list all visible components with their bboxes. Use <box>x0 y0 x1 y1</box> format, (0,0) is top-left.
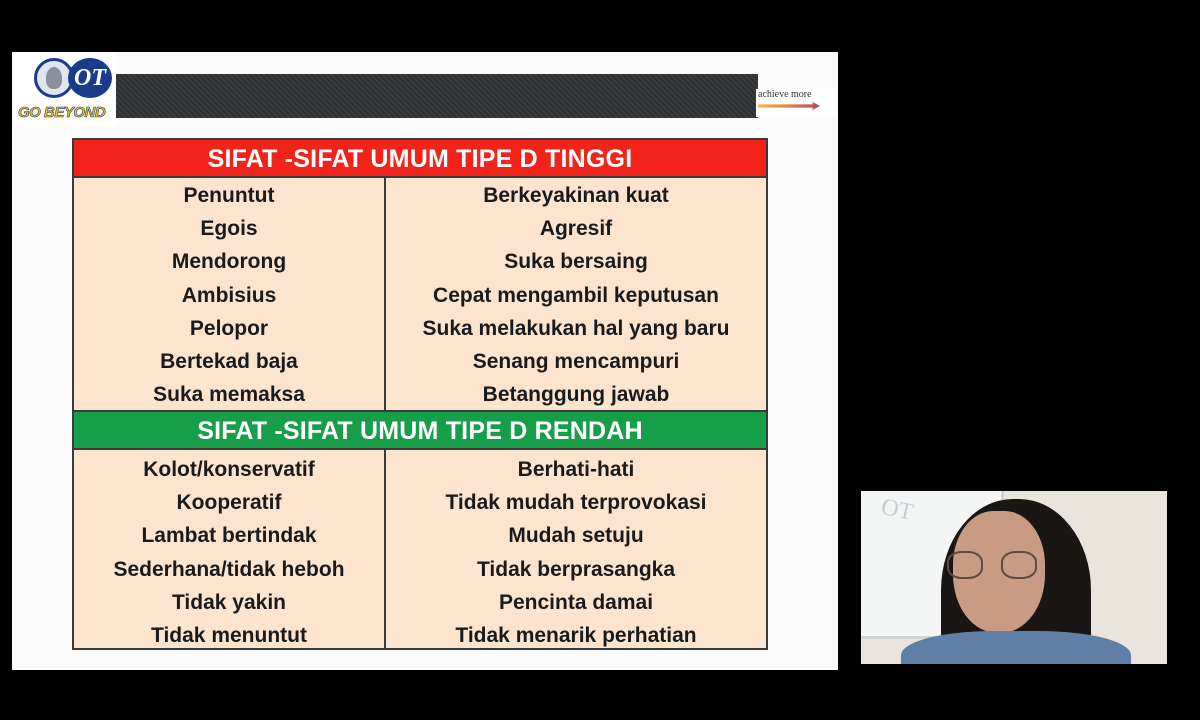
trait-left-high: Penuntut <box>183 184 275 207</box>
trait-left-low: Tidak yakin <box>171 590 286 614</box>
trait-left-low: Tidak menuntut <box>151 624 307 647</box>
trait-left-high: Bertekad baja <box>160 350 298 373</box>
trait-right-low: Tidak berprasangka <box>476 557 676 581</box>
trait-right-high: Suka bersaing <box>504 250 648 274</box>
trait-left-high: Ambisius <box>181 283 277 307</box>
glasses-icon <box>947 551 983 579</box>
trait-left-low: Kolot/konservatif <box>143 458 315 481</box>
low-d-header: SIFAT -SIFAT UMUM TIPE D RENDAH <box>74 410 766 450</box>
logo-text: GO BEYOND <box>18 104 106 121</box>
high-d-header: SIFAT -SIFAT UMUM TIPE D TINGGI <box>74 140 766 178</box>
glasses-icon <box>1001 551 1037 579</box>
slide-header-banner <box>116 74 758 118</box>
webcam-feed <box>861 491 1167 664</box>
trait-right-high: Agresif <box>539 217 613 241</box>
company-logo <box>14 52 116 126</box>
trait-right-high: Suka melakukan hal yang baru <box>422 316 730 340</box>
traits-table <box>72 138 768 650</box>
trait-right-low: Pencinta damai <box>498 590 654 614</box>
trait-right-low: Berhati-hati <box>517 458 635 481</box>
trait-left-low: Lambat bertindak <box>141 524 317 548</box>
presenter-shirt <box>901 631 1131 664</box>
trait-left-high: Suka memaksa <box>153 383 305 407</box>
trait-left-low: Kooperatif <box>176 491 282 515</box>
arrow-icon <box>758 102 820 110</box>
trait-right-low: Tidak menarik perhatian <box>455 624 697 647</box>
trait-right-high: Berkeyakinan kuat <box>483 184 669 207</box>
trait-left-high: Mendorong <box>171 250 287 274</box>
presentation-slide <box>12 52 838 670</box>
trait-right-low: Tidak mudah terprovokasi <box>445 491 707 515</box>
tagline-text: achieve more <box>758 89 812 100</box>
trait-right-high: Senang mencampuri <box>472 350 680 373</box>
whiteboard-text: OT <box>878 493 916 527</box>
trait-right-low: Mudah setuju <box>508 524 644 548</box>
tagline-box <box>756 89 836 117</box>
trait-right-high: Betanggung jawab <box>482 383 670 407</box>
trait-left-high: Egois <box>200 217 258 241</box>
trait-left-high: Pelopor <box>189 316 269 340</box>
logo-mark: OT <box>68 58 112 98</box>
trait-left-low: Sederhana/tidak heboh <box>113 557 345 581</box>
trait-right-high: Cepat mengambil keputusan <box>433 283 719 307</box>
